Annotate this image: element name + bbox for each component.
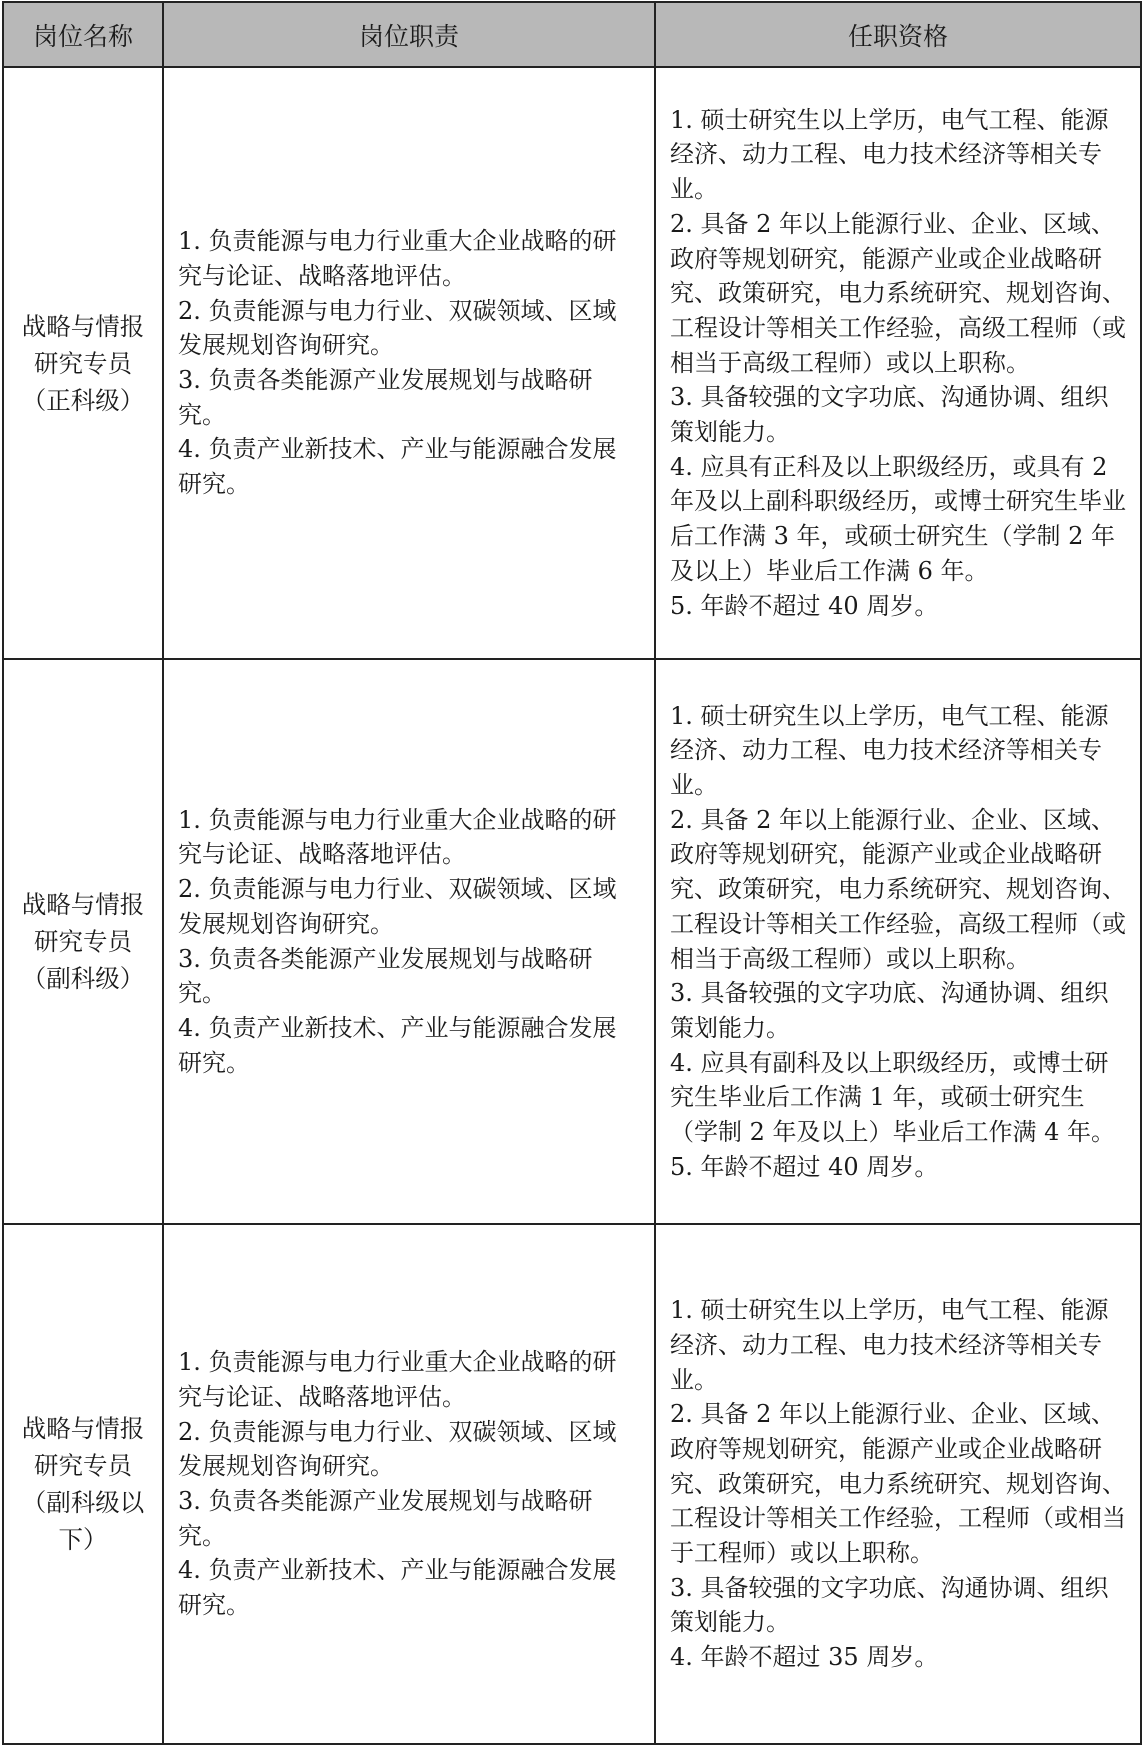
header-position-name: 岗位名称 (3, 2, 163, 67)
duty-item: 3. 负责各类能源产业发展规划与战略研究。 (178, 366, 593, 429)
qualification-item: 4. 应具有正科及以上职级经历，或具有 2 年及以上副科职级经历，或博士研究生毕业后工作满 3 年，或硕士研究生（学制 2 年及以上）毕业后工作满 6 年。 (670, 452, 1126, 585)
qualification-item: 5. 年龄不超过 40 周岁。 (670, 591, 939, 620)
qualification-item: 2. 具备 2 年以上能源行业、企业、区域、政府等规划研究，能源产业或企业战略研究、政策研究，电力系统研究、规划咨询、工程设计等相关工作经验，高级工程师（或相当于高级工程师）或以上职称。 (670, 805, 1126, 973)
table-row (3, 1224, 1141, 1744)
qualification-item: 4. 应具有副科及以上职级经历，或博士研究生毕业后工作满 1 年，或硕士研究生（学制 2 年及以上）毕业后工作满 4 年。 (670, 1048, 1116, 1147)
duty-item: 1. 负责能源与电力行业重大企业战略的研究与论证、战略落地评估。 (178, 1348, 617, 1411)
duty-item: 2. 负责能源与电力行业、双碳领域、区域发展规划咨询研究。 (178, 296, 617, 360)
duty-item: 2. 负责能源与电力行业、双碳领域、区域发展规划咨询研究。 (178, 1417, 617, 1481)
table-header-row (3, 2, 1141, 67)
qualification-item: 1. 硕士研究生以上学历，电气工程、能源经济、动力工程、电力技术经济等相关专业。 (670, 701, 1109, 799)
duty-item: 4. 负责产业新技术、产业与能源融合发展研究。 (178, 435, 617, 499)
position-name-cell: 战略与情报研究专员（正科级） (3, 67, 163, 659)
table-row (3, 67, 1141, 659)
qualifications-cell (655, 67, 1141, 659)
duty-item: 3. 负责各类能源产业发展规划与战略研究。 (178, 944, 593, 1008)
qualification-item: 1. 硕士研究生以上学历，电气工程、能源经济、动力工程、电力技术经济等相关专业。 (670, 105, 1109, 204)
job-positions-table (2, 1, 1142, 1745)
header-duties: 岗位职责 (163, 2, 655, 67)
position-name-cell: 战略与情报研究专员（副科级以下） (3, 1224, 163, 1744)
qualifications-cell (655, 1224, 1141, 1744)
qualification-item: 3. 具备较强的文字功底、沟通协调、组织策划能力。 (670, 979, 1109, 1042)
qualification-item: 5. 年龄不超过 40 周岁。 (670, 1152, 939, 1181)
duty-item: 1. 负责能源与电力行业重大企业战略的研究与论证、战略落地评估。 (178, 805, 617, 869)
qualification-item: 3. 具备较强的文字功底、沟通协调、组织策划能力。 (670, 383, 1109, 447)
qualifications-cell (655, 659, 1141, 1224)
duties-cell (163, 659, 655, 1224)
qualification-item: 1. 硕士研究生以上学历，电气工程、能源经济、动力工程、电力技术经济等相关专业。 (670, 1296, 1109, 1394)
duty-item: 2. 负责能源与电力行业、双碳领域、区域发展规划咨询研究。 (178, 875, 617, 938)
duty-item: 4. 负责产业新技术、产业与能源融合发展研究。 (178, 1556, 617, 1620)
duty-item: 4. 负责产业新技术、产业与能源融合发展研究。 (178, 1013, 617, 1077)
duty-item: 3. 负责各类能源产业发展规划与战略研究。 (178, 1487, 593, 1550)
duties-cell (163, 67, 655, 659)
duties-cell (163, 1224, 655, 1744)
duty-item: 1. 负责能源与电力行业重大企业战略的研究与论证、战略落地评估。 (178, 227, 617, 290)
qualification-item: 2. 具备 2 年以上能源行业、企业、区域、政府等规划研究，能源产业或企业战略研究、政策研究，电力系统研究、规划咨询、工程设计等相关工作经验，工程师（或相当于工程师）或以上职称。 (670, 1400, 1126, 1568)
qualification-item: 3. 具备较强的文字功底、沟通协调、组织策划能力。 (670, 1573, 1109, 1637)
qualification-item: 2. 具备 2 年以上能源行业、企业、区域、政府等规划研究，能源产业或企业战略研究、政策研究，电力系统研究、规划咨询、工程设计等相关工作经验，高级工程师（或相当于高级工程师）或以上职称。 (670, 209, 1126, 377)
header-qualifications: 任职资格 (655, 2, 1141, 67)
position-name-cell: 战略与情报研究专员（副科级） (3, 659, 163, 1224)
table-row (3, 659, 1141, 1224)
qualification-item: 4. 年龄不超过 35 周岁。 (670, 1643, 939, 1672)
